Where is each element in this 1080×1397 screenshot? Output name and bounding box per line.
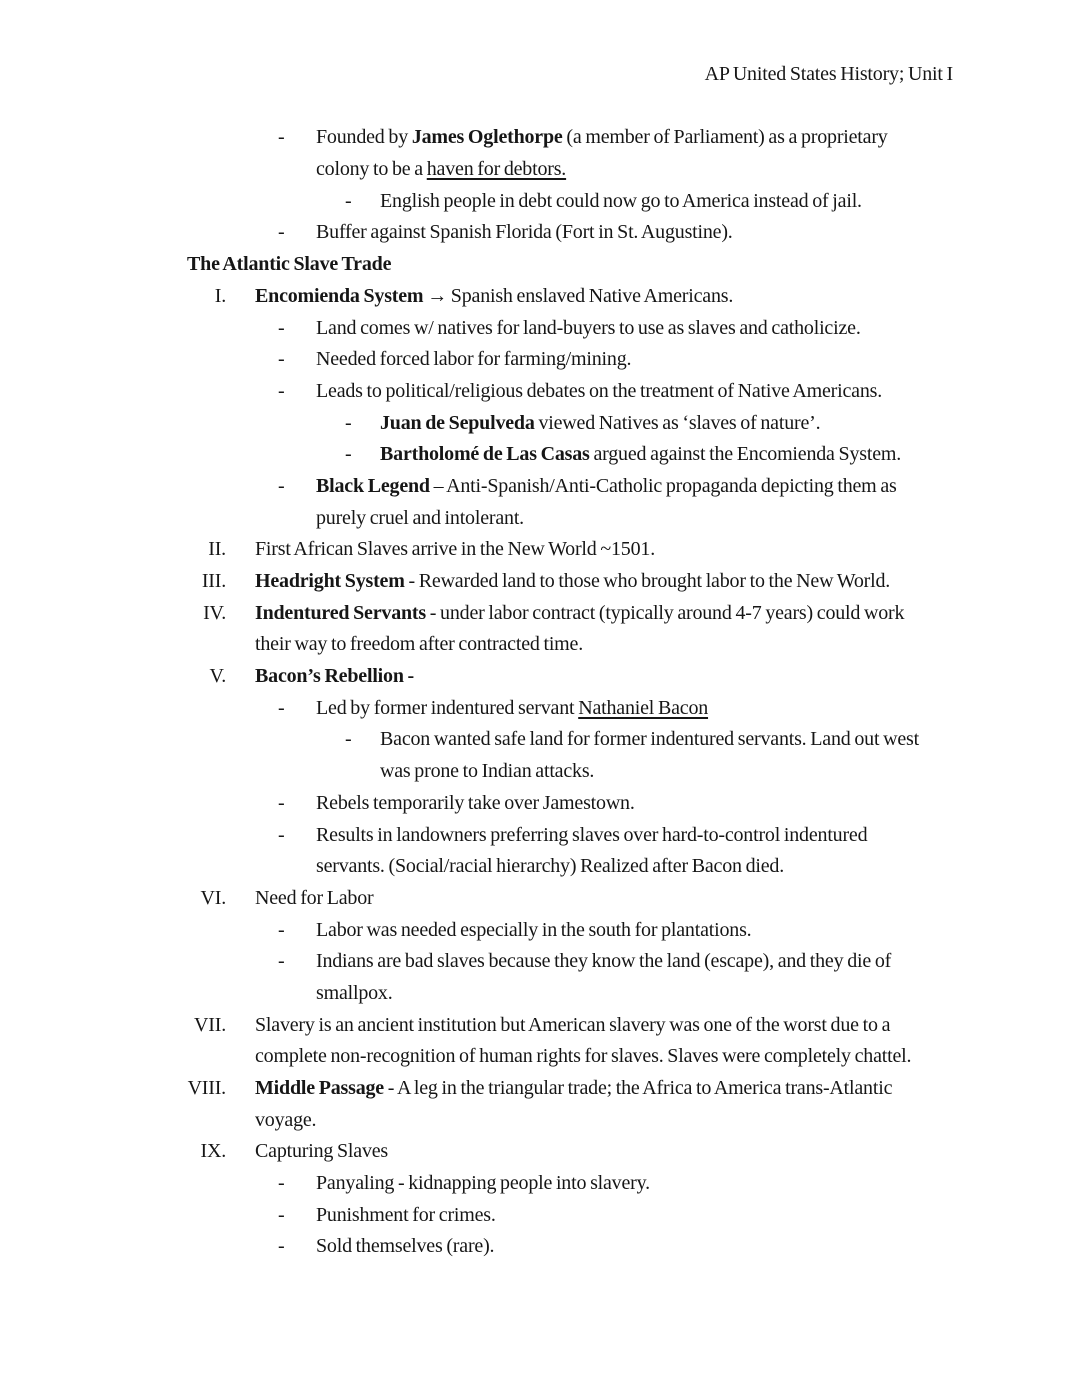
dash-bullet-marker: - xyxy=(278,348,285,371)
text-segment: Labor was needed especially in the south for plantations. xyxy=(316,918,752,941)
text-segment: - under labor contract (typically around 4-7 years) could work xyxy=(425,601,905,624)
text-segment: Punishment for crimes. xyxy=(316,1203,496,1226)
item-text xyxy=(255,1136,1080,1168)
text-segment: Panyaling - kidnapping people into slavery. xyxy=(316,1172,650,1195)
text-segment: haven for debtors. xyxy=(426,158,567,181)
text-segment: argued against the Encomienda System. xyxy=(589,443,902,466)
text-segment: - Rewarded land to those who brought labor to the New World. xyxy=(404,570,891,592)
item-text xyxy=(380,408,1080,440)
dash-bullet-marker: - xyxy=(278,918,285,941)
numbered-item xyxy=(0,661,1080,693)
bullet-item xyxy=(0,376,1080,408)
bullet-item xyxy=(0,693,1080,725)
outline xyxy=(0,91,1080,1263)
roman-numeral-marker: IV. xyxy=(203,601,226,624)
text-segment: purely cruel and intolerant. xyxy=(316,506,524,529)
bullet-item xyxy=(0,724,1080,787)
bullet-item xyxy=(0,471,1080,534)
item-text xyxy=(316,313,1080,345)
bullet-item xyxy=(0,186,1080,218)
document-body xyxy=(0,59,1080,1263)
text-line xyxy=(316,154,1080,186)
text-segment: James Oglethorpe xyxy=(411,126,563,149)
text-line xyxy=(255,598,1080,630)
bullet-item xyxy=(0,344,1080,376)
text-segment: Buffer against Spanish Florida (Fort in St. Augustine). xyxy=(316,221,733,244)
text-line xyxy=(255,883,1080,915)
numbered-item xyxy=(0,598,1080,661)
roman-numeral-marker: V. xyxy=(209,665,226,688)
text-line xyxy=(316,820,1080,852)
text-segment: Headright System xyxy=(255,570,405,592)
text-line xyxy=(316,788,1080,820)
text-segment: complete non-recognition of human rights for slaves. Slaves were completely chattel. xyxy=(255,1045,912,1068)
text-line xyxy=(316,693,1080,725)
text-line xyxy=(380,408,1080,440)
text-segment: Juan de Sepulveda xyxy=(380,411,535,434)
item-text xyxy=(380,724,1080,787)
text-segment: Led by former indentured servant xyxy=(316,696,579,719)
item-text xyxy=(255,1073,1080,1136)
item-text xyxy=(255,566,1080,598)
text-line xyxy=(316,313,1080,345)
dash-bullet-marker: - xyxy=(278,823,285,846)
text-segment: Need for Labor xyxy=(255,886,374,909)
text-line xyxy=(380,439,1080,471)
item-text xyxy=(255,1010,1080,1073)
dash-bullet-marker: - xyxy=(278,1172,285,1195)
bullet-item xyxy=(0,915,1080,947)
text-line xyxy=(316,471,1080,503)
text-line xyxy=(255,1073,1080,1105)
dash-bullet-marker: - xyxy=(278,379,285,402)
text-segment: viewed Natives as ‘slaves of nature’. xyxy=(534,411,821,434)
numbered-item xyxy=(0,281,1080,313)
text-segment: Black Legend xyxy=(316,474,430,497)
text-segment: Rebels temporarily take over Jamestown. xyxy=(316,791,635,814)
text-segment: Nathaniel Bacon xyxy=(578,696,709,719)
item-text xyxy=(316,217,1080,249)
text-segment: Results in landowners preferring slaves over hard-to-control indentured xyxy=(316,823,868,846)
item-text xyxy=(380,186,1080,218)
text-segment: servants. (Social/racial hierarchy) Realized after Bacon died. xyxy=(316,855,785,878)
dash-bullet-marker: - xyxy=(278,1203,285,1226)
item-text xyxy=(380,439,1080,471)
dash-bullet-marker: - xyxy=(278,696,285,719)
dash-bullet-marker: - xyxy=(278,950,285,973)
text-segment: smallpox. xyxy=(316,981,393,1004)
dash-bullet-marker: - xyxy=(345,728,352,751)
dash-bullet-marker: - xyxy=(278,1235,285,1258)
dash-bullet-marker: - xyxy=(278,316,285,339)
text-line xyxy=(255,1010,1080,1042)
text-segment: Land comes w/ natives for land-buyers to use as slaves and catholicize. xyxy=(316,316,861,339)
roman-numeral-marker: I. xyxy=(214,284,226,307)
text-line xyxy=(255,534,1080,566)
text-line xyxy=(316,978,1080,1010)
text-line xyxy=(255,661,1080,693)
text-line xyxy=(316,851,1080,883)
item-text xyxy=(255,534,1080,566)
text-segment: colony to be a xyxy=(316,158,427,181)
page-header: AP United States History; Unit I xyxy=(704,63,953,85)
dash-bullet-marker: - xyxy=(278,474,285,497)
roman-numeral-marker: VIII. xyxy=(187,1077,226,1099)
bullet-item xyxy=(0,788,1080,820)
dash-bullet-marker: - xyxy=(278,126,285,149)
text-line xyxy=(316,376,1080,408)
text-line xyxy=(316,1231,1080,1263)
text-segment: - A leg in the triangular trade; the Africa to America trans-Atlantic xyxy=(383,1077,893,1099)
item-text xyxy=(255,598,1080,661)
bullet-item xyxy=(0,313,1080,345)
text-line xyxy=(380,724,1080,756)
text-segment: Bartholomé de Las Casas xyxy=(380,443,590,466)
dash-bullet-marker: - xyxy=(278,791,285,814)
bullet-item xyxy=(0,820,1080,883)
item-text xyxy=(316,946,1080,1009)
text-segment: Middle Passage xyxy=(255,1077,384,1099)
bullet-item xyxy=(0,1168,1080,1200)
item-text xyxy=(316,376,1080,408)
text-line xyxy=(255,1136,1080,1168)
item-text xyxy=(316,915,1080,947)
text-line xyxy=(316,1168,1080,1200)
roman-numeral-marker: IX. xyxy=(200,1140,226,1163)
bullet-item xyxy=(0,122,1080,185)
numbered-item xyxy=(0,1073,1080,1136)
text-line xyxy=(316,344,1080,376)
numbered-item xyxy=(0,1010,1080,1073)
text-segment: The Atlantic Slave Trade xyxy=(187,253,392,276)
text-segment: Capturing Slaves xyxy=(255,1140,389,1163)
item-text xyxy=(316,1168,1080,1200)
text-line xyxy=(255,566,1080,598)
text-line xyxy=(316,217,1080,249)
text-segment: → Spanish enslaved Native Americans. xyxy=(423,284,734,307)
roman-numeral-marker: VII. xyxy=(194,1013,226,1036)
item-text xyxy=(187,249,1080,281)
section-heading xyxy=(0,249,1080,281)
roman-numeral-marker: VI. xyxy=(200,886,226,909)
text-segment: English people in debt could now go to America instead of jail. xyxy=(380,189,862,212)
bullet-item xyxy=(0,1200,1080,1232)
item-text xyxy=(316,693,1080,725)
numbered-item xyxy=(0,883,1080,915)
text-line xyxy=(316,122,1080,154)
dash-bullet-marker: - xyxy=(278,221,285,244)
text-segment: (a member of Parliament) as a proprietary xyxy=(562,126,888,149)
dash-bullet-marker: - xyxy=(345,443,352,466)
text-segment: Indentured Servants xyxy=(255,601,426,624)
text-line xyxy=(316,503,1080,535)
roman-numeral-marker: II. xyxy=(208,538,226,561)
item-text xyxy=(316,820,1080,883)
text-line xyxy=(255,629,1080,661)
bullet-item xyxy=(0,1231,1080,1263)
item-text xyxy=(255,281,1080,313)
dash-bullet-marker: - xyxy=(345,411,352,434)
text-segment: Encomienda System xyxy=(255,284,424,307)
text-line xyxy=(380,186,1080,218)
item-text xyxy=(316,471,1080,534)
text-line xyxy=(255,1041,1080,1073)
text-segment: their way to freedom after contracted time. xyxy=(255,633,584,656)
bullet-item xyxy=(0,946,1080,1009)
numbered-item xyxy=(0,566,1080,598)
text-line xyxy=(255,1105,1080,1137)
bullet-item xyxy=(0,217,1080,249)
text-segment: Founded by xyxy=(316,126,412,149)
text-segment: Bacon’s Rebellion - xyxy=(255,665,415,688)
text-line xyxy=(316,946,1080,978)
text-segment: Leads to political/religious debates on the treatment of Native Americans. xyxy=(316,379,883,402)
text-segment: First African Slaves arrive in the New World ~1501. xyxy=(255,538,656,561)
text-segment: Bacon wanted safe land for former indentured servants. Land out west xyxy=(380,728,919,751)
text-line xyxy=(255,281,1080,313)
item-text xyxy=(316,1231,1080,1263)
numbered-item xyxy=(0,1136,1080,1168)
bullet-item xyxy=(0,408,1080,440)
text-segment: – Anti-Spanish/Anti-Catholic propaganda depicting them as xyxy=(429,474,897,497)
item-text xyxy=(255,661,1080,693)
text-line xyxy=(316,915,1080,947)
item-text xyxy=(255,883,1080,915)
text-line xyxy=(316,1200,1080,1232)
text-segment: Indians are bad slaves because they know the land (escape), and they die of xyxy=(316,950,892,973)
item-text xyxy=(316,788,1080,820)
numbered-item xyxy=(0,534,1080,566)
item-text xyxy=(316,1200,1080,1232)
text-line xyxy=(187,249,1080,281)
bullet-item xyxy=(0,439,1080,471)
text-segment: Needed forced labor for farming/mining. xyxy=(316,348,632,371)
text-segment: Slavery is an ancient institution but American slavery was one of the worst due to a xyxy=(255,1013,891,1036)
item-text xyxy=(316,122,1080,185)
item-text xyxy=(316,344,1080,376)
dash-bullet-marker: - xyxy=(345,189,352,212)
text-segment: was prone to Indian attacks. xyxy=(380,760,595,783)
text-segment: voyage. xyxy=(255,1108,317,1131)
roman-numeral-marker: III. xyxy=(201,570,226,592)
text-line xyxy=(380,756,1080,788)
text-segment: Sold themselves (rare). xyxy=(316,1235,495,1258)
